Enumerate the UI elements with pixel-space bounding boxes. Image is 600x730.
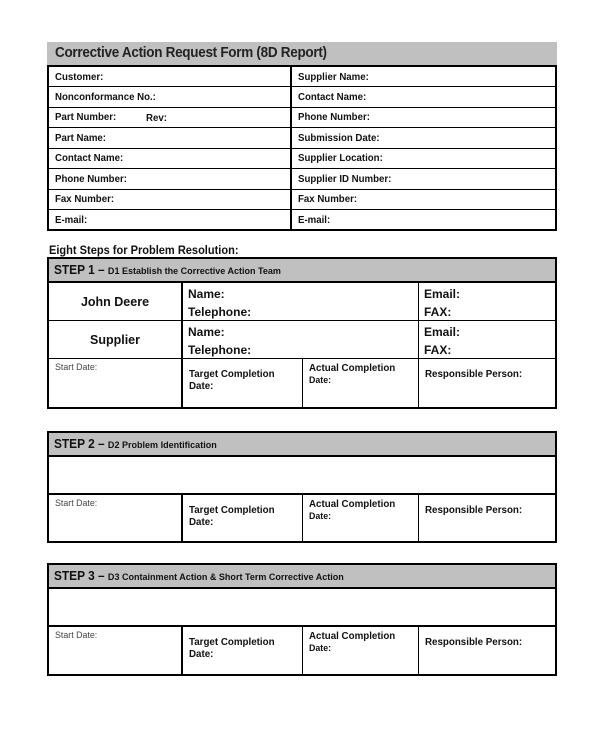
description-area[interactable] — [49, 457, 555, 495]
info-row — [48, 189, 556, 210]
target-date-cell[interactable]: Target Completion Date: — [183, 359, 303, 408]
email-field[interactable]: E-mail: — [48, 210, 291, 231]
team-row-supplier — [49, 321, 555, 359]
email-fax-cell[interactable] — [419, 321, 555, 358]
info-row — [48, 66, 556, 87]
info-row — [48, 169, 556, 190]
actual-date-cell[interactable]: Actual Completion Date: — [303, 627, 419, 674]
telephone-label: Telephone: — [188, 305, 252, 319]
step-header: STEP 1 – D1 Establish the Corrective Action Team — [49, 259, 555, 283]
form-title-bar — [47, 42, 557, 65]
step-2-section — [47, 431, 557, 543]
responsible-person-cell[interactable]: Responsible Person: — [425, 636, 523, 648]
info-row — [48, 148, 556, 169]
submission-date-field[interactable]: Submission Date: — [291, 128, 556, 149]
supplier-id-field[interactable]: Supplier ID Number: — [291, 169, 556, 190]
step-number: STEP 1 — [54, 263, 95, 277]
step-number: STEP 2 — [54, 437, 95, 451]
name-label: Name: — [188, 325, 225, 339]
info-row — [48, 128, 556, 149]
email-label: Email: — [424, 287, 461, 301]
description-area[interactable] — [49, 589, 555, 627]
name-phone-cell[interactable] — [183, 283, 419, 320]
target-date-cell[interactable]: Target Completion Date: — [183, 627, 303, 674]
section-title: Eight Steps for Problem Resolution: — [49, 243, 239, 257]
contact-name-field[interactable]: Contact Name: — [48, 148, 291, 169]
supplier-contact-name-field[interactable]: Contact Name: — [291, 87, 556, 108]
actual-date-cell[interactable]: Actual Completion Date: — [303, 495, 419, 541]
telephone-label: Telephone: — [188, 343, 252, 357]
phone-number-field[interactable]: Phone Number: — [48, 169, 291, 190]
supplier-name-field[interactable]: Supplier Name: — [291, 66, 556, 87]
name-label: Name: — [188, 287, 225, 301]
supplier-fax-field[interactable]: Fax Number: — [291, 189, 556, 210]
email-label: Email: — [424, 325, 461, 339]
step-header: STEP 3 – D3 Containment Action & Short Term Corrective Action — [49, 565, 555, 589]
info-row — [48, 107, 556, 128]
responsible-person-cell[interactable]: Responsible Person: — [425, 504, 523, 516]
contact-info-table — [47, 65, 557, 231]
rev-label: Rev: — [146, 111, 167, 124]
part-number-field[interactable]: Part Number: Rev: — [48, 107, 291, 128]
dates-row — [49, 495, 555, 541]
fax-number-field[interactable]: Fax Number: — [48, 189, 291, 210]
step-title: D3 Containment Action & Short Term Corrective Action — [107, 572, 344, 583]
supplier-phone-field[interactable]: Phone Number: — [291, 107, 556, 128]
step-title: D2 Problem Identification — [107, 440, 217, 451]
dates-row — [49, 359, 555, 408]
target-date-cell[interactable]: Target Completion Date: — [183, 495, 303, 541]
email-fax-cell[interactable] — [419, 283, 555, 320]
start-date-cell[interactable]: Start Date: — [49, 359, 183, 408]
info-row — [48, 87, 556, 108]
actual-date-cell[interactable]: Actual Completion Date: — [303, 359, 419, 408]
step-3-section — [47, 563, 557, 676]
start-date-cell[interactable]: Start Date: — [49, 495, 183, 541]
team-row-john-deere — [49, 283, 555, 321]
step-header: STEP 2 – D2 Problem Identification — [49, 433, 555, 457]
part-name-field[interactable]: Part Name: — [48, 128, 291, 149]
fax-label: FAX: — [424, 343, 452, 357]
name-phone-cell[interactable] — [183, 321, 419, 358]
supplier-email-field[interactable]: E-mail: — [298, 213, 331, 226]
nonconformance-no-field[interactable]: Nonconformance No.: — [48, 87, 291, 108]
team-label: Supplier — [49, 321, 183, 358]
supplier-location-field[interactable]: Supplier Location: — [291, 148, 556, 169]
step-title: D1 Establish the Corrective Action Team — [107, 266, 281, 277]
info-row — [48, 210, 556, 231]
customer-field[interactable]: Customer: — [48, 66, 291, 87]
form-title: Corrective Action Request Form (8D Report) — [55, 45, 327, 61]
dates-row — [49, 627, 555, 674]
responsible-person-cell[interactable]: Responsible Person: — [425, 368, 523, 380]
step-1-section — [47, 257, 557, 409]
team-label: John Deere — [49, 283, 183, 320]
step-number: STEP 3 — [54, 569, 95, 583]
fax-label: FAX: — [424, 305, 452, 319]
start-date-cell[interactable]: Start Date: — [49, 627, 183, 674]
